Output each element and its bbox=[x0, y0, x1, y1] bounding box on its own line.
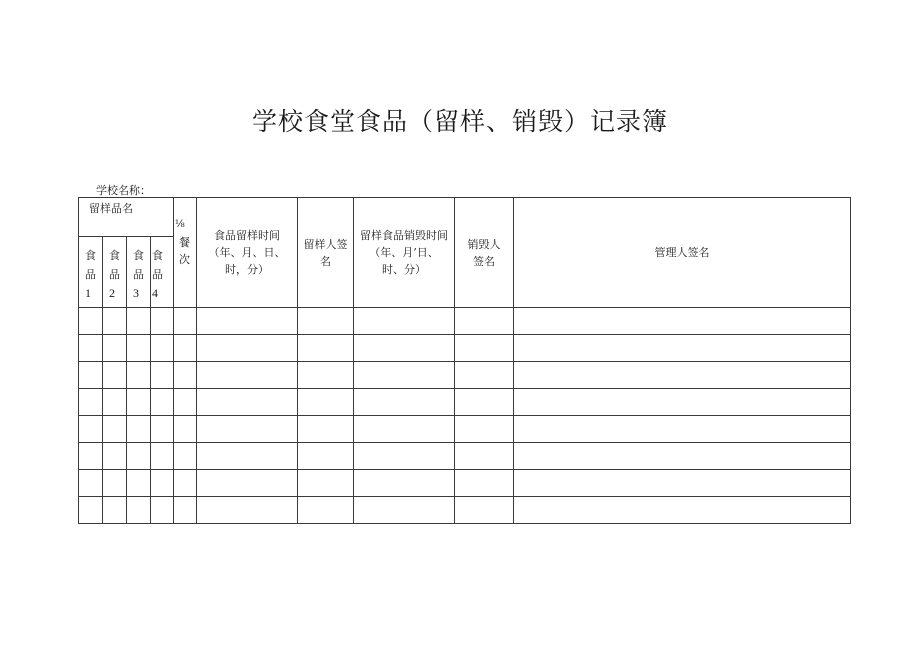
table-cell[interactable] bbox=[197, 389, 298, 416]
manager-sign-header: 管理人签名 bbox=[514, 198, 851, 308]
table-cell[interactable] bbox=[298, 362, 354, 389]
food-3-header bbox=[127, 237, 151, 308]
table-cell[interactable] bbox=[127, 416, 151, 443]
table-cell[interactable] bbox=[197, 335, 298, 362]
document-title: 学校食堂食品（留样、销毁）记录簿 bbox=[251, 107, 668, 136]
table-cell[interactable] bbox=[514, 470, 851, 497]
sampler-sign-header bbox=[298, 198, 354, 308]
table-cell[interactable] bbox=[151, 443, 174, 470]
sample-names-header: 留样品名 bbox=[79, 198, 174, 237]
table-cell[interactable] bbox=[298, 308, 354, 335]
sample-time-unit-1: （年、月、日、 bbox=[208, 246, 286, 259]
sample-time-title: 食品留样时间 bbox=[214, 229, 280, 242]
table-cell[interactable] bbox=[197, 443, 298, 470]
table-cell[interactable] bbox=[514, 389, 851, 416]
food-1-header bbox=[79, 237, 103, 308]
table-cell[interactable] bbox=[151, 416, 174, 443]
table-cell[interactable] bbox=[127, 443, 151, 470]
table-cell[interactable] bbox=[151, 470, 174, 497]
table-cell[interactable] bbox=[197, 497, 298, 524]
table-cell[interactable] bbox=[455, 497, 514, 524]
destroyer-sign-line-2: 签名 bbox=[473, 254, 495, 268]
table-cell[interactable] bbox=[79, 443, 103, 470]
table-cell[interactable] bbox=[79, 416, 103, 443]
sample-time-header bbox=[197, 198, 298, 308]
table-cell[interactable] bbox=[354, 308, 455, 335]
table-cell[interactable] bbox=[127, 470, 151, 497]
header-row-1 bbox=[79, 198, 851, 237]
destroy-time-header bbox=[354, 198, 455, 308]
table-cell[interactable] bbox=[455, 416, 514, 443]
table-row bbox=[79, 308, 851, 335]
table-cell[interactable] bbox=[127, 362, 151, 389]
destroy-time-unit-2: 时、分） bbox=[382, 263, 426, 276]
table-cell[interactable] bbox=[174, 389, 197, 416]
table-cell[interactable] bbox=[127, 497, 151, 524]
table-cell[interactable] bbox=[197, 416, 298, 443]
table-cell[interactable] bbox=[514, 416, 851, 443]
meal-header-cell bbox=[174, 198, 197, 308]
table-cell[interactable] bbox=[455, 443, 514, 470]
table-cell[interactable] bbox=[103, 335, 127, 362]
destroy-time-unit-1: （年、月’日、 bbox=[369, 246, 439, 259]
table-cell[interactable] bbox=[79, 362, 103, 389]
table-cell[interactable] bbox=[151, 335, 174, 362]
table-cell[interactable] bbox=[298, 335, 354, 362]
food-1-number: 1 bbox=[85, 286, 91, 300]
table-cell[interactable] bbox=[298, 416, 354, 443]
table-cell[interactable] bbox=[174, 443, 197, 470]
table-cell[interactable] bbox=[354, 443, 455, 470]
food-3-label: 食品 bbox=[133, 249, 144, 281]
table-cell[interactable] bbox=[455, 389, 514, 416]
destroyer-sign-line-1: 销毁人 bbox=[467, 237, 501, 251]
food-2-label: 食品 bbox=[109, 249, 120, 281]
table-cell[interactable] bbox=[174, 416, 197, 443]
table-cell[interactable] bbox=[298, 443, 354, 470]
table-cell[interactable] bbox=[174, 362, 197, 389]
sample-time-unit-2: 时，分） bbox=[225, 263, 269, 276]
table-cell[interactable] bbox=[197, 362, 298, 389]
food-3-number: 3 bbox=[133, 286, 139, 300]
destroy-time-title: 留样食品销毁时间 bbox=[360, 229, 448, 242]
table-row bbox=[79, 470, 851, 497]
table-row bbox=[79, 416, 851, 443]
table-cell[interactable] bbox=[127, 389, 151, 416]
table-cell[interactable] bbox=[455, 308, 514, 335]
table-cell[interactable] bbox=[354, 335, 455, 362]
table-cell[interactable] bbox=[103, 497, 127, 524]
table-row bbox=[79, 335, 851, 362]
food-4-header bbox=[151, 237, 174, 308]
table-cell[interactable] bbox=[151, 389, 174, 416]
table-cell[interactable] bbox=[455, 470, 514, 497]
food-2-header bbox=[103, 237, 127, 308]
table-cell[interactable] bbox=[127, 335, 151, 362]
table-row bbox=[79, 443, 851, 470]
table-cell[interactable] bbox=[455, 362, 514, 389]
table-row bbox=[79, 362, 851, 389]
food-1-label: 食品 bbox=[85, 249, 96, 281]
table-cell[interactable] bbox=[151, 308, 174, 335]
table-cell[interactable] bbox=[514, 335, 851, 362]
table-cell[interactable] bbox=[151, 497, 174, 524]
table-cell[interactable] bbox=[298, 389, 354, 416]
table-cell[interactable] bbox=[103, 416, 127, 443]
table-row bbox=[79, 497, 851, 524]
table-cell[interactable] bbox=[174, 308, 197, 335]
meal-header: 餐次 bbox=[179, 236, 190, 266]
table-cell[interactable] bbox=[79, 470, 103, 497]
school-name-label: 学校名称： bbox=[96, 184, 151, 197]
record-rows bbox=[79, 308, 851, 524]
table-cell[interactable] bbox=[354, 362, 455, 389]
table-cell[interactable] bbox=[103, 443, 127, 470]
table-cell[interactable] bbox=[103, 470, 127, 497]
table-cell[interactable] bbox=[127, 308, 151, 335]
table-cell[interactable] bbox=[354, 416, 455, 443]
table-cell[interactable] bbox=[354, 497, 455, 524]
table-row bbox=[79, 389, 851, 416]
destroyer-sign-header bbox=[455, 198, 514, 308]
table-cell[interactable] bbox=[354, 470, 455, 497]
table-cell[interactable] bbox=[174, 335, 197, 362]
food-4-number: 4 bbox=[152, 286, 158, 300]
table-cell[interactable] bbox=[514, 362, 851, 389]
table-cell[interactable] bbox=[197, 470, 298, 497]
table-cell[interactable] bbox=[79, 308, 103, 335]
table-cell[interactable] bbox=[79, 389, 103, 416]
table-cell[interactable] bbox=[298, 497, 354, 524]
sampler-sign-line-1: 留样人签 bbox=[303, 237, 348, 251]
table-cell[interactable] bbox=[354, 389, 455, 416]
table-cell[interactable] bbox=[103, 389, 127, 416]
table-cell[interactable] bbox=[79, 497, 103, 524]
table-cell[interactable] bbox=[514, 308, 851, 335]
food-4-label: 食品 bbox=[152, 249, 163, 281]
table-cell[interactable] bbox=[174, 470, 197, 497]
table-cell[interactable] bbox=[197, 308, 298, 335]
table-cell[interactable] bbox=[298, 470, 354, 497]
fraction-mark: ⅛ bbox=[175, 219, 185, 230]
table-cell[interactable] bbox=[103, 362, 127, 389]
table-cell[interactable] bbox=[455, 335, 514, 362]
table-cell[interactable] bbox=[79, 335, 103, 362]
sampler-sign-line-2: 名 bbox=[320, 254, 331, 268]
table-cell[interactable] bbox=[514, 443, 851, 470]
record-table bbox=[78, 197, 851, 524]
food-2-number: 2 bbox=[109, 286, 115, 300]
table-cell[interactable] bbox=[174, 497, 197, 524]
table-cell[interactable] bbox=[151, 362, 174, 389]
table-cell[interactable] bbox=[103, 308, 127, 335]
table-cell[interactable] bbox=[514, 497, 851, 524]
